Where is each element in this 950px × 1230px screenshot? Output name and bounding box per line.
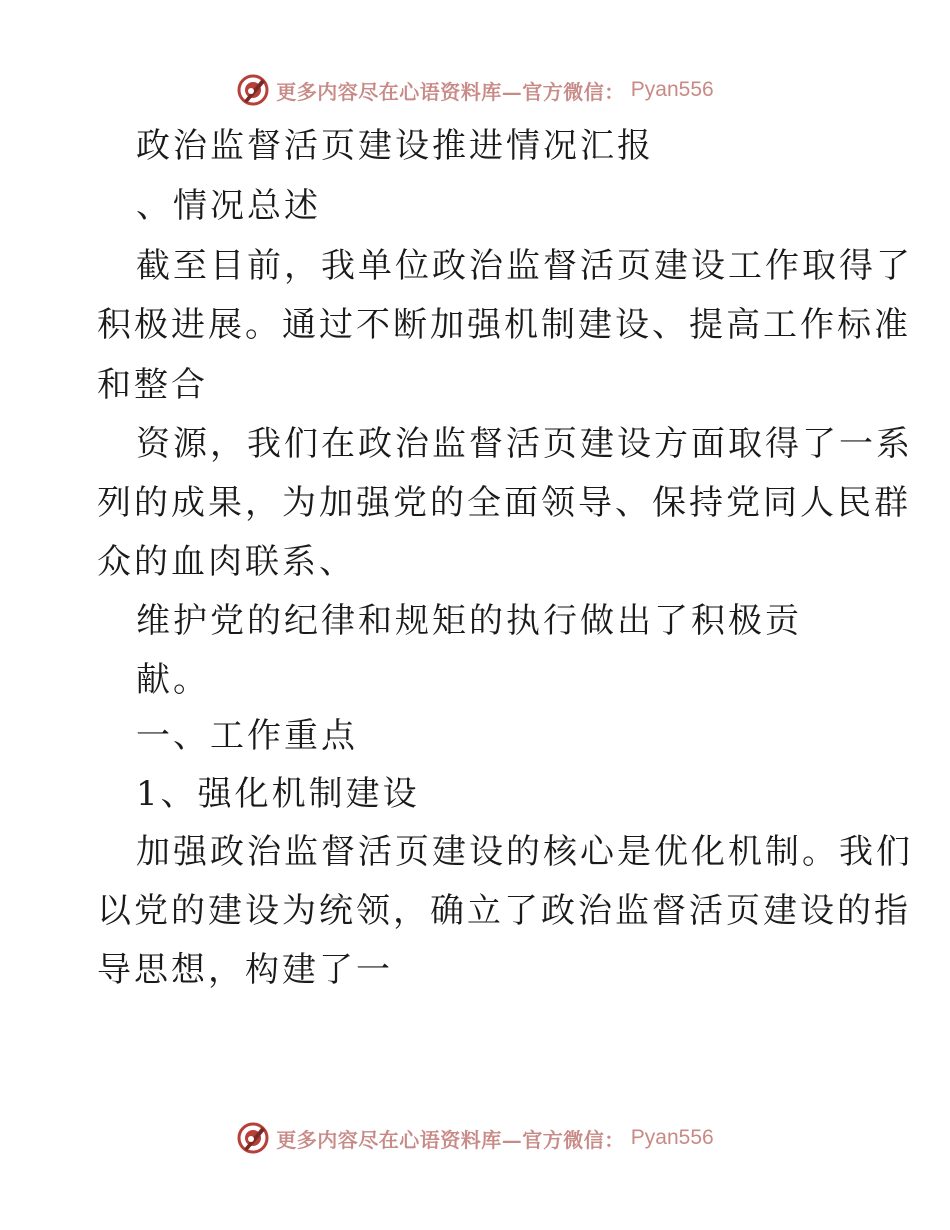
- watermark-text: 更多内容尽在心语资料库—官方微信：: [276, 1127, 625, 1152]
- paragraph-line: 以党的建设为统领，确立了政治监督活页建设的指: [97, 891, 911, 931]
- subsection-heading: 1、强化机制建设: [136, 774, 420, 814]
- paragraph-line: 维护党的纪律和规矩的执行做出了积极贡: [136, 601, 802, 641]
- paragraph-line: 众的血肉联系、: [97, 542, 356, 582]
- watermark-text: 更多内容尽在心语资料库—官方微信：: [276, 79, 625, 104]
- paragraph-line: 资源，我们在政治监督活页建设方面取得了一系: [136, 424, 913, 464]
- watermark-wechat-id: Pyan556: [630, 1126, 714, 1149]
- paragraph-line: 献。: [136, 660, 210, 700]
- pen-circle-logo-icon: [236, 1121, 270, 1155]
- document-title: 政治监督活页建设推进情况汇报: [136, 126, 654, 166]
- footer-watermark-banner: [0, 1118, 950, 1158]
- header-watermark-banner: [0, 70, 950, 110]
- paragraph-line: 积极进展。通过不断加强机制建设、提高工作标准: [97, 305, 911, 345]
- paragraph-line: 截至目前，我单位政治监督活页建设工作取得了: [136, 246, 913, 286]
- paragraph-line: 加强政治监督活页建设的核心是优化机制。我们: [136, 832, 913, 872]
- paragraph-line: 列的成果，为加强党的全面领导、保持党同人民群: [97, 483, 911, 523]
- section-heading: 一、工作重点: [136, 716, 358, 756]
- section-heading: 、情况总述: [136, 186, 321, 226]
- paragraph-line: 导思想，构建了一: [97, 950, 393, 990]
- pen-circle-logo-icon: [236, 73, 270, 107]
- paragraph-line: 和整合: [97, 365, 208, 405]
- watermark-wechat-id: Pyan556: [630, 78, 714, 101]
